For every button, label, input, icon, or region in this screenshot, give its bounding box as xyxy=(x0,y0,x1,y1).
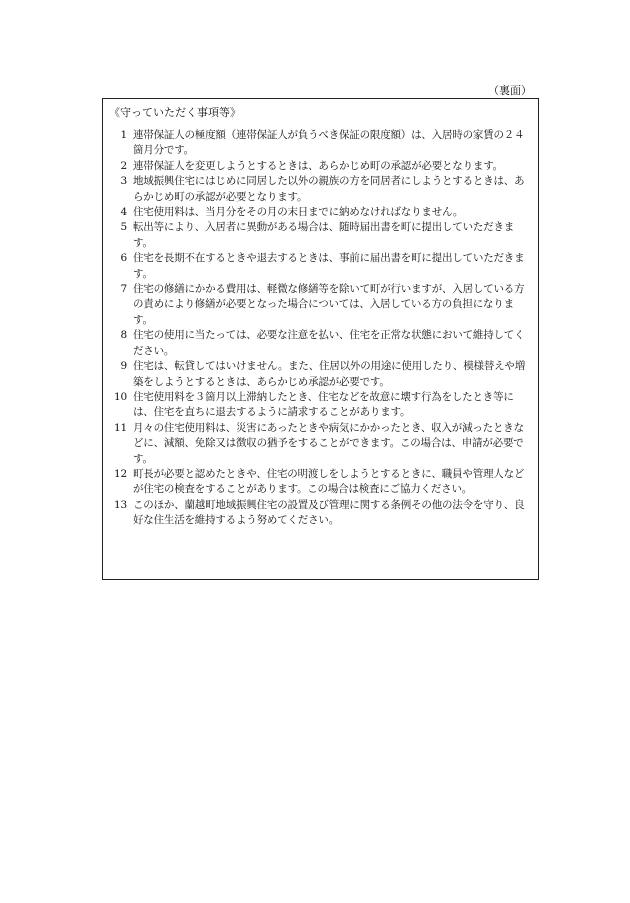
rule-text: 連帯保証人の極度額（連帯保証人が負うべき保証の限度額）は、入居時の家賃の２４箇月分です。 xyxy=(133,129,525,157)
rule-item xyxy=(109,498,530,529)
reverse-side-label: （裏面） xyxy=(488,84,532,97)
rule-text: 転出等により、入居者に異動がある場合は、随時届出書を町に提出していただきます。 xyxy=(133,221,515,249)
rule-item xyxy=(109,359,530,390)
rule-item xyxy=(109,421,530,467)
rule-item xyxy=(109,328,530,359)
rule-number: 9 xyxy=(120,360,127,373)
rule-number: 6 xyxy=(120,252,127,265)
rule-text: 地域振興住宅にはじめに同居した以外の親族の方を同居者にしようとするときは、あらかじめ町の承認が必要となります。 xyxy=(133,175,525,203)
rule-item xyxy=(109,159,530,174)
rule-number: 5 xyxy=(120,221,127,234)
rules-list xyxy=(109,128,530,529)
rule-text: 町長が必要と認めたときや、住宅の明渡しをしようとするときに、職員や管理人などが住宅の検査をすることがあります。この場合は検査にご協力ください。 xyxy=(133,467,525,496)
rule-text: 住宅使用料を３箇月以上滞納したとき、住宅などを故意に壊す行為をしたとき等には、住宅を直ちに退去するように請求することがあります。 xyxy=(133,390,514,419)
rule-number: 11 xyxy=(114,421,127,434)
rule-text: 住宅を長期不在するときや退去するときは、事前に届出書を町に提出していただきます。 xyxy=(133,252,525,280)
rule-item xyxy=(109,220,530,251)
rule-item xyxy=(109,282,530,328)
rules-heading: 《守っていただく事項等》 xyxy=(109,106,241,119)
rule-number: 7 xyxy=(120,283,127,296)
rule-item xyxy=(109,390,530,421)
rule-text: 住宅の修繕にかかる費用は、軽微な修繕等を除いて町が行いますが、入居している方の責めにより修繕が必要となった場合については、入居している方の負担になります。 xyxy=(133,283,525,326)
rule-text: 住宅の使用に当たっては、必要な注意を払い、住宅を正常な状態において維持してください。 xyxy=(133,329,525,357)
rule-text: 住宅使用料は、当月分をその月の末日までに納めなければなりません。 xyxy=(133,206,464,219)
rule-number: 4 xyxy=(120,206,127,219)
rule-item xyxy=(109,205,530,220)
rules-box xyxy=(102,98,539,580)
rule-number: 3 xyxy=(120,175,127,188)
rule-number: 13 xyxy=(114,498,127,511)
rule-text: 月々の住宅使用料は、災害にあったときや病気にかかったとき、収入が減ったときなどに、減額、免除又は徴収の猶予をすることができます。この場合は、申請が必要です。 xyxy=(133,421,524,465)
rule-number: 12 xyxy=(114,467,127,480)
rule-number: 8 xyxy=(120,329,127,342)
rule-text: 住宅は、転貸してはいけません。また、住居以外の用途に使用したり、模様替えや増築をしようとするときは、あらかじめ承認が必要です。 xyxy=(133,360,526,388)
rule-text: このほか、蘭越町地域振興住宅の設置及び管理に関する条例その他の法令を守り、良好な住生活を維持するよう努めてください。 xyxy=(133,498,525,527)
rule-number: 2 xyxy=(120,159,127,172)
rule-item xyxy=(109,128,530,159)
rule-number: 10 xyxy=(114,390,127,403)
rule-text: 連帯保証人を変更しようとするときは、あらかじめ町の承認が必要となります。 xyxy=(133,159,503,172)
rule-item xyxy=(109,174,530,205)
rule-item xyxy=(109,467,530,498)
rule-number: 1 xyxy=(120,129,127,141)
rule-item xyxy=(109,251,530,282)
